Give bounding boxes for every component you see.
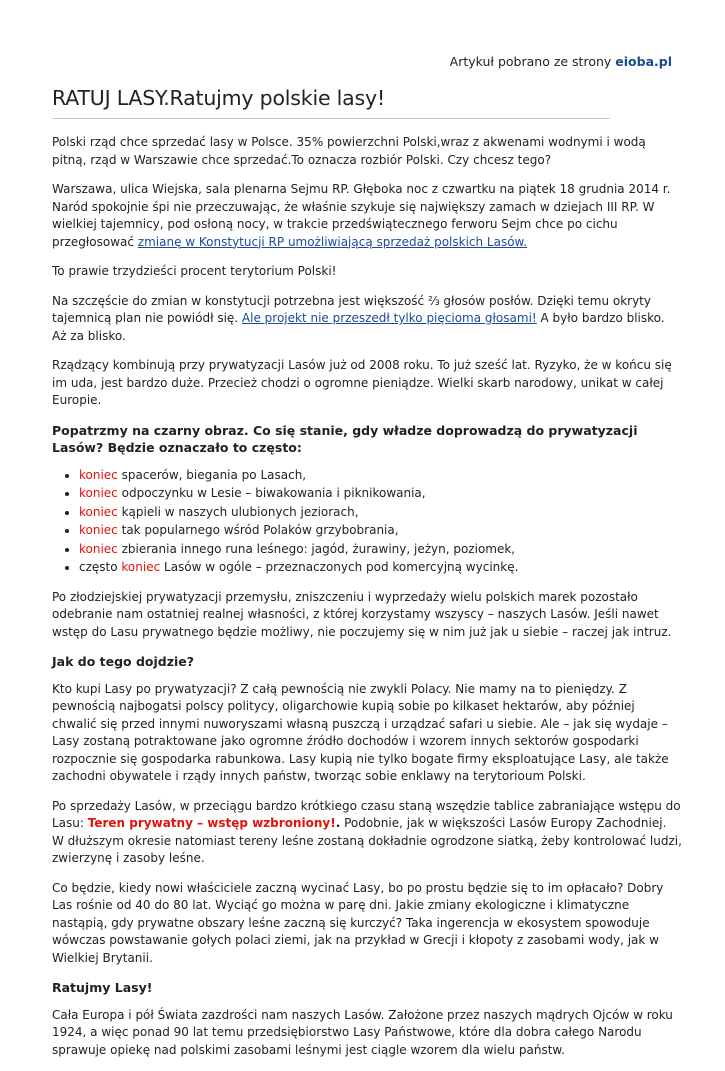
paragraph-sejm bbox=[52, 181, 682, 251]
paragraph-buyers: Kto kupi Lasy po prywatyzacji? Z całą pewnością nie zwykli Polacy. Nie mamy na to pieniędzy. Z pewnością najbogatsi polscy politycy, oligarchowie kupią sobie po kilkaset hektarów, aby później chwalić się przed innymi nuworyszami własną puszczą i urządzać safari u siebie. Ale – jak się wydaje – Lasy zostaną potraktowane jako ogromne źródło dochodów i wzorem innych sektorów gospodarki rozpocznie się gospodarka rabunkowa. Lasy kupią nie tylko bogate firmy eksploatujące Lasy, ale także zachodni obywatele i rządy innych państw, tworząc sobie enklawy na terytorioum Polski. bbox=[52, 681, 669, 783]
private-area-warning: Teren prywatny – wstęp wzbroniony! bbox=[87, 816, 336, 830]
paragraph-privatization: Po złodziejskiej prywatyzacji przemysłu, zniszczeniu i wyprzedaży wielu polskich marek pozostało odebranie nam ostatniej realnej własności, z której korzystamy wszyscy – naszych Lasów. Jeśli nawet wstęp do Lasu prywatnego będzie możliwy, nie poczujemy się w nim już jak u siebie – raczej jak intruz. bbox=[52, 589, 672, 639]
list-item: • koniec spacerów, biegania po Lasach, bbox=[79, 467, 682, 485]
koniec-word: koniec bbox=[79, 486, 118, 500]
article-body bbox=[52, 134, 682, 1071]
source-site-link[interactable]: eioba.pl bbox=[615, 54, 672, 69]
link-konstytucja[interactable]: zmianę w Konstytucji RP umożliwiającą sprzedaż polskich Lasów. bbox=[137, 234, 528, 249]
list-item: • często koniec Lasów w ogóle – przeznaczonych pod komercyjną wycinkę. bbox=[79, 559, 682, 577]
paragraph-sejm-text: Warszawa, ulica Wiejska, sala plenarna Sejmu RP. Głęboka noc z czwartku na piątek 18 grudnia 2014 r. Naród spokojnie śpi nie przeczuwając, że właśnie szykuje się największy zamach w dziejach III RP. W wielkiej tajemnicy, pod osłoną nocy, w trakcie przedświątecznego ferworu Sejm chce po cichu przegłosować bbox=[52, 182, 671, 249]
paragraph-votes-after: A było bardzo blisko. Aż za blisko. bbox=[52, 311, 665, 343]
koniec-word: koniec bbox=[79, 541, 118, 556]
koniec-word: koniec bbox=[79, 467, 118, 482]
paragraph-signs: Po sprzedaży Lasów, w przeciągu bardzo krótkiego czasu staną wszędzie tablice zabraniające wstępu do Lasu: Teren prywatny – wstęp wzbroniony!. Podobnie, jak w większości Lasów Europy Zachodniej. W dłuższym okresie natomiast tereny leśne zostaną dokładnie ogrodzone siatką, żeby kontrolować ludzi, zwierzynę i zasoby leśne. bbox=[52, 798, 682, 865]
list-item: • koniec odpoczynku w Lesie – biwakowania i piknikowania, bbox=[79, 485, 682, 503]
consequences-list bbox=[52, 467, 682, 577]
paragraph-intro: Polski rząd chce sprzedać lasy w Polsce. 35% powierzchni Polski,wraz z akwenami wodnymi i wodą pitną, rząd w Warszawie chce sprzedać.To oznacza rozbiór Polski. Czy chcesz tego? bbox=[52, 135, 646, 167]
paragraph-votes-text: Na szczęście do zmian w konstytucji potrzebna jest większość ⅔ głosów posłów. Dzięki temu okryty tajemnicą plan nie powiódł się. bbox=[52, 293, 651, 325]
title-divider bbox=[52, 118, 610, 119]
paragraph-europe: Cała Europa i pół Świata zazdrości nam naszych Lasów. Założone przez naszych mądrych Ojców w roku 1924, a więc ponad 90 lat temu przedsiębiorstwo Lasy Państwowe, które dla dobra całego Narodu sprawuje opiekę nad polskimi zasobami leśnymi jest ciągle wzorem dla wielu państw. bbox=[52, 1007, 673, 1057]
source-header bbox=[450, 54, 672, 69]
koniec-word: koniec bbox=[79, 523, 118, 537]
list-item: • koniec kąpieli w naszych ulubionych jeziorach, bbox=[79, 504, 682, 522]
koniec-word: koniec bbox=[121, 560, 161, 574]
paragraph-logging: Co będzie, kiedy nowi właściciele zaczną wycinać Lasy, bo po prostu będzie się to im opłacało? Dobry Las rośnie od 40 do 80 lat. Wyciąć go można w parę dni. Jakie zmiany ekologiczne i klimatyczne nastąpią, gdy prywatne obszary leśne zaczną się kurczyć? Taka ingerencja w ekosystem spowoduje wówczas powstawanie gołych polaci ziemi, jak na przykład w Grecji i kłopoty z zasobami wody, jak w Wielkiej Brytanii. bbox=[52, 880, 664, 965]
source-prefix: Artykuł pobrano ze strony bbox=[449, 54, 612, 69]
list-item: • koniec zbierania innego runa leśnego: jagód, żurawiny, jeżyn, poziomek, bbox=[79, 541, 682, 559]
list-item: • koniec tak popularnego wśród Polaków grzybobrania, bbox=[79, 522, 682, 540]
heading-ratujmy: Ratujmy Lasy! bbox=[52, 980, 153, 995]
heading-jak-dojdzie: Jak do tego dojdzie? bbox=[52, 654, 195, 669]
link-piec-glosow[interactable]: Ale projekt nie przeszedł tylko pięcioma głosami! bbox=[241, 311, 537, 325]
heading-czarny-obraz: Popatrzmy na czarny obraz. Co się stanie, gdy władze doprowadzą do prywatyzacji Lasów? Będzie oznaczało to często: bbox=[52, 422, 638, 455]
paragraph-votes bbox=[52, 293, 682, 346]
paragraph-since-2008: Rządzący kombinują przy prywatyzacji Lasów już od 2008 roku. To już sześć lat. Ryzyko, że w końcu się im uda, jest bardzo duże. Przecież chodzi o ogromne pieniądze. Wielki skarb narodowy, unikat w całej Europie. bbox=[52, 358, 672, 407]
paragraph-territory: To prawie trzydzieści procent terytorium Polski! bbox=[52, 264, 337, 278]
article-title: RATUJ LASY.Ratujmy polskie lasy! bbox=[52, 86, 385, 110]
koniec-word: koniec bbox=[79, 504, 118, 519]
